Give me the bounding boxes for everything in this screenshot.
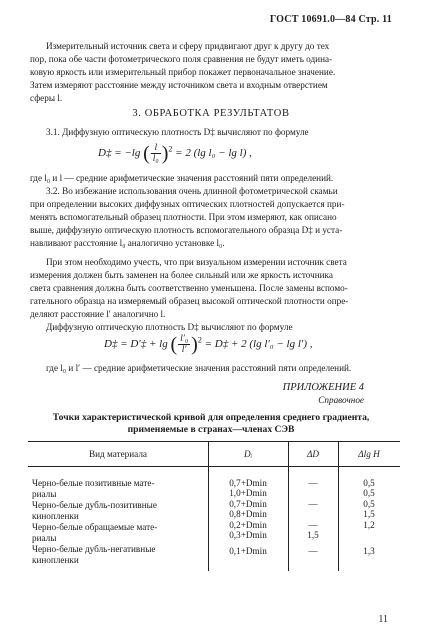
table-header-dh: Δlg H (358, 449, 380, 459)
where-1: где l₀ и l — средние арифметические значения расстояний пяти определений. (30, 173, 334, 183)
pnext-line-2: измерения должен быть заменен на более сильный или же яркость источника (30, 270, 333, 280)
table-row-4-dh: 1,3 (363, 546, 375, 556)
p32-line-3: менять вспомогательный образец плотности. При этом измеряют, как описано (30, 212, 337, 222)
table-row-2-material-l2: кинопленки (32, 511, 79, 521)
formula-2-denominator: l′ (181, 345, 187, 355)
table-row-1-material-l2: риалы (32, 489, 57, 499)
formula-2-lhs: D‡ = D′‡ + lg (104, 338, 168, 351)
intro-line-2: пор, пока обе части фотометрического поля сравнения не будут иметь одина- (30, 54, 333, 64)
formula-2-rhs: = D‡ + 2 (lg l′₀ − lg l′) , (204, 338, 313, 351)
intro-line-1: Измерительный источник света и сферу придвигают друг к другу до тех (46, 41, 330, 51)
table-row-3-material-l2: риалы (32, 533, 57, 543)
formula-1-rhs: = 2 (lg l₀ − lg l) , (175, 147, 252, 160)
table-row-1-material-l1: Черно-белые позитивные мате- (32, 478, 155, 488)
pnext-line-4: гательного образца на измеряемый образец высокой оптической плотности опре- (30, 296, 349, 306)
table-row-1-dd: — (308, 478, 318, 488)
table-row-3-di-1: 0,2+Dmin (229, 520, 267, 530)
table-title-line-2: применяемые в странах—членах СЭВ (127, 424, 295, 435)
formula-1-fraction (151, 143, 161, 164)
where-2: где l₀ и l′ — средние арифметические значения расстояний пяти определений. (46, 363, 352, 373)
table-row-3-dd-1: — (308, 520, 318, 530)
intro-line-4: Затем измеряют расстояние между источником света и входным отверстием (30, 80, 328, 90)
table-title-line-1: Точки характеристической кривой для определения среднего градиента, (52, 412, 370, 423)
formula-1-denominator: l₀ (152, 154, 159, 164)
formula-1: D‡ = −lg ( $\frac{l}{\text{l₀}}$ )$^2$ = 2 (lg l₀ − lg l) , (98, 142, 252, 165)
pnext-line-1: При этом необходимо учесть, что при визуальном измерении источник света (46, 257, 347, 267)
table-row-3-di-2: 0,3+Dmin (229, 530, 267, 540)
page-number: 11 (378, 614, 388, 625)
p32-line-5: навливают расстояние l₀ аналогично установке l₀. (30, 238, 225, 248)
pnext-line-5: деляют расстояние l′ аналогично l. (30, 309, 166, 319)
table-row-1-di-2: 1,0+Dmin (229, 488, 267, 498)
p32-line-2: при определении высоких диффузных оптических плотностей допускается при- (30, 199, 345, 209)
table-row-2-di-1: 0,7+Dmin (229, 499, 267, 509)
appendix-subtitle: Справочное (318, 395, 364, 405)
formula-1-lhs: D‡ = −lg (98, 147, 141, 160)
table-row-3-dh: 1,2 (363, 520, 375, 530)
table-header-material: Вид материала (88, 449, 148, 459)
page-header: ГОСТ 10691.0—84 Стр. 11 (269, 14, 392, 25)
table-row-1-dh-1: 0,5 (363, 478, 375, 488)
table-row-1-dh-2: 0,5 (363, 488, 375, 498)
table-row-3-material-l1: Черно-белые обращаемые мате- (32, 522, 158, 532)
table-top-rule (28, 441, 400, 442)
table-row-1-di-1: 0,7+Dmin (229, 478, 267, 488)
table-row-2-dh-2: 1,5 (363, 509, 375, 519)
pnext-line-3: света сравнения должна быть соответственно уменьшена. После замены вспомо- (30, 283, 348, 293)
formula-1-numerator: l (151, 143, 161, 154)
formula-2: D‡ = D′‡ + lg ( $\frac{\text{l′₀}}{l'}$ )$^2$ = D‡ + 2 (lg l′₀ − lg l′) , (104, 333, 313, 356)
section-title: 3. ОБРАБОТКА РЕЗУЛЬТАТОВ (132, 108, 290, 119)
table-row-2-di-2: 0,8+Dmin (229, 509, 267, 519)
paragraph-3-1: 3.1. Диффузную оптическую плотность D‡ вычисляют по формуле (46, 127, 309, 137)
appendix-title: ПРИЛОЖЕНИЕ 4 (282, 382, 364, 393)
formula-2-fraction (178, 334, 190, 355)
table-row-2-material-l1: Черно-белые дубль-позитивные (32, 500, 157, 510)
table-row-3-dd-2: 1,5 (307, 530, 319, 540)
table-row-4-material-l1: Черно-белые дубль-негативные (32, 544, 156, 554)
formula-2-numerator: l′₀ (180, 334, 189, 344)
table-header-dd: ΔD (306, 449, 320, 459)
table-row-4-material-l2: кинопленки (32, 555, 79, 565)
formula-2-intro: Диффузную оптическую плотность D‡ вычисляют по формуле (46, 322, 293, 332)
table-header-di: Dᵢ (243, 449, 253, 459)
table-row-4-dd: — (308, 546, 318, 556)
intro-line-5: сферы l. (30, 93, 63, 103)
p32-line-1: 3.2. Во избежание использования очень длинной фотометрической скамьи (46, 186, 338, 196)
table-header-rule (28, 466, 400, 467)
table-row-2-dh-1: 0,5 (363, 499, 375, 509)
p32-line-4: выше, диффузную оптическую плотность вспомогательного образца D‡ и уста- (30, 225, 343, 235)
table-row-4-di: 0,1+Dmin (229, 546, 267, 556)
table-row-2-dd: — (308, 499, 318, 509)
intro-line-3: ковую яркость или измерительный прибор покажет первоначальное значение. (30, 67, 336, 77)
